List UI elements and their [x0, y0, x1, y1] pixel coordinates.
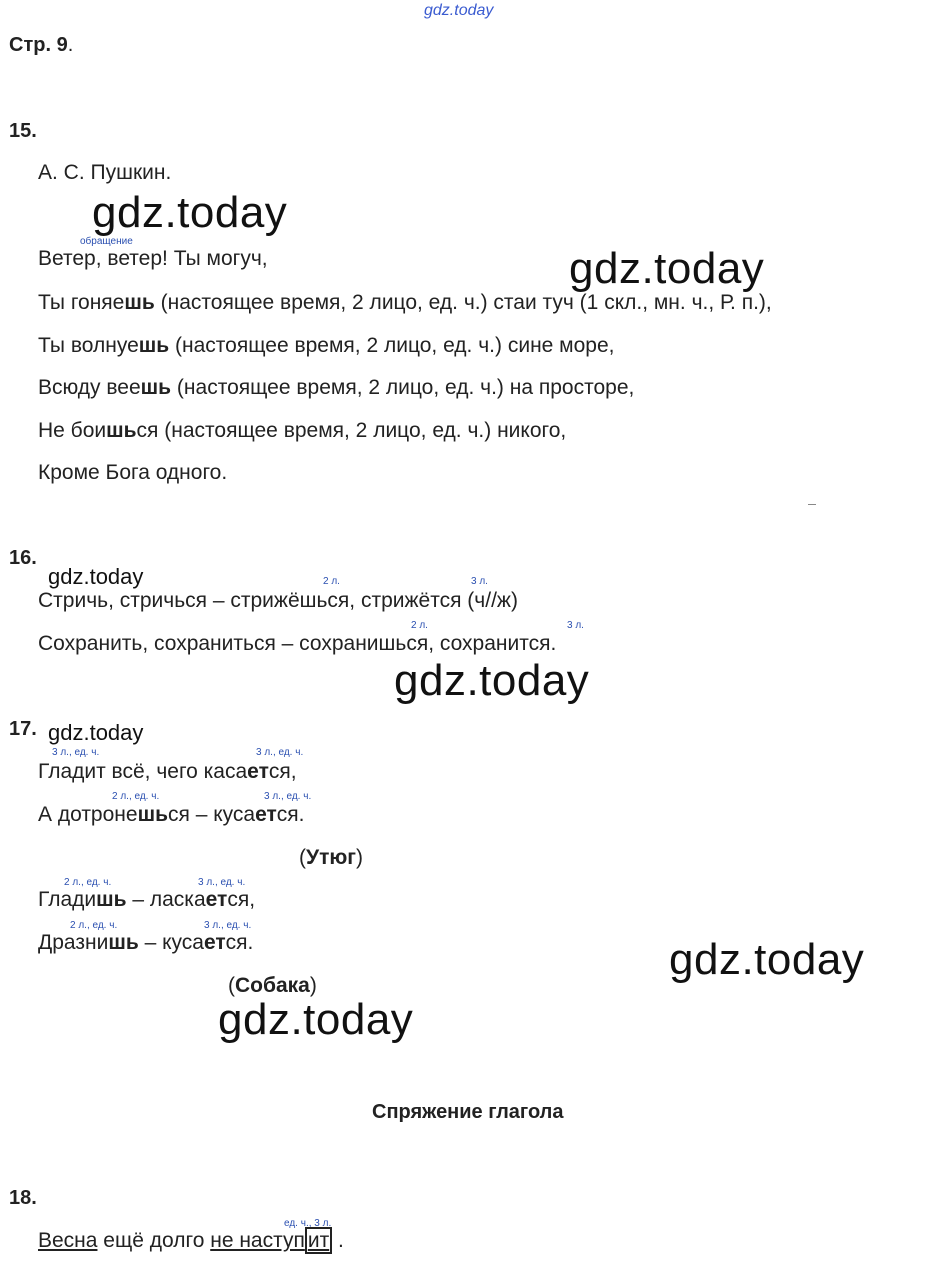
ex17-r2-line-1-mid: – ласка [126, 888, 206, 911]
ex16-sup-2l-b: 2 л. [411, 620, 428, 631]
ex15-line-4-post: (настоящее время, 2 лицо, ед. ч.) на просторе, [171, 376, 635, 399]
ex15-line-4 [38, 376, 634, 400]
ex15-line-4-ending: шь [140, 376, 172, 399]
exercise-15-number: 15. [9, 120, 37, 142]
page-label-tail: . [67, 34, 74, 56]
watermark-4: gdz.today [394, 656, 590, 705]
ex18-subject: Весна [38, 1229, 98, 1252]
ex15-line-2-ending: шь [124, 291, 155, 314]
ex18-predicate-ending: ит [305, 1227, 332, 1254]
ex18-sentence [38, 1229, 344, 1253]
exercise-15-author: А. С. Пушкин. [38, 161, 172, 184]
ex15-line-3 [38, 334, 614, 358]
ex17-r2-answer: (Собака) [228, 974, 317, 997]
ex17-r1-line-2-mid: ся – куса [168, 803, 256, 826]
ex15-line-1 [38, 247, 268, 271]
watermark-2: gdz.today [569, 244, 765, 293]
ex17-r2-sup-2: 3 л., ед. ч. [198, 877, 246, 888]
section-title: Спряжение глагола [372, 1101, 564, 1123]
stray-mark [808, 504, 816, 505]
ex17-r1-answer: (Утюг) [299, 846, 364, 869]
ex15-line-5 [38, 419, 566, 443]
ex17-r1-line-2 [38, 803, 305, 827]
ex17-r2-line-2-post: ся. [225, 931, 254, 954]
ex17-r1-line-2-pre: А дотроне [38, 803, 138, 826]
ex15-line-5-ending: шь [106, 419, 137, 442]
ex18-predicate [210, 1227, 332, 1254]
exercise-17-number: 17. [9, 718, 37, 740]
ex16-line-2: Сохранить, сохраниться – сохранишься, сохранится. [38, 632, 557, 655]
ex17-r2-line-1-pre: Глади [38, 888, 97, 911]
top-watermark: gdz.today [424, 2, 494, 19]
ex17-r1-line-2-ending-2: ет [255, 803, 277, 826]
watermark-6: gdz.today [669, 935, 865, 984]
ex15-line-1-text: Ветер, ветер! Ты могуч, [38, 247, 268, 270]
page-label [9, 34, 73, 57]
ex15-line-6 [38, 461, 227, 485]
ex18-end: . [332, 1229, 344, 1252]
ex15-line-2-post: (настоящее время, 2 лицо, ед. ч.) стаи туч (1 скл., мн. ч., Р. п.), [154, 291, 772, 314]
ex15-line-2-pre: Ты гоняе [38, 291, 125, 314]
ex17-r2-line-1-ending-2: ет [205, 888, 228, 911]
ex15-line-3-post: (настоящее время, 2 лицо, ед. ч.) сине море, [169, 334, 615, 357]
ex18-predicate-stem: не наступ [210, 1229, 305, 1252]
ex15-line-3-ending: шь [138, 334, 170, 357]
ex17-r2-line-2-ending-1: шь [108, 931, 139, 954]
ex15-line-5-pre: Не бои [38, 419, 107, 442]
ex17-r2-line-2-pre: Дразни [38, 931, 109, 954]
ex17-r1-line-1-post: ся, [268, 760, 297, 783]
ex18-sup: ед. ч., 3 л. [284, 1218, 332, 1229]
ex16-sup-3l-a: 3 л. [471, 576, 488, 587]
ex17-r2-line-1 [38, 888, 255, 912]
ex17-r1-line-2-ending-1: шь [137, 803, 168, 826]
ex17-r1-sup-1: 3 л., ед. ч. [52, 747, 100, 758]
ex17-r2-line-2 [38, 931, 253, 955]
ex17-r1-line-2-post: ся. [276, 803, 305, 826]
ex15-line-6-text: Кроме Бога одного. [38, 461, 228, 484]
ex17-r1-sup-3: 2 л., ед. ч. [112, 791, 160, 802]
ex15-line-2 [38, 291, 772, 315]
ex18-middle: ещё долго [97, 1229, 211, 1252]
watermark-1: gdz.today [92, 188, 288, 237]
watermark-5: gdz.today [48, 720, 144, 745]
ex17-r2-sup-4: 3 л., ед. ч. [204, 920, 252, 931]
page-label-bold: Стр. 9 [9, 34, 68, 56]
ex15-line-4-pre: Всюду вее [38, 376, 141, 399]
ex17-r2-line-1-post: ся, [227, 888, 256, 911]
ex16-line-1: Стричь, стричься – стрижёшься, стрижётся (ч//ж) [38, 589, 518, 612]
ex17-r2-sup-3: 2 л., ед. ч. [70, 920, 118, 931]
watermark-7: gdz.today [218, 995, 414, 1044]
ex16-sup-2l-a: 2 л. [323, 576, 340, 587]
ex16-sup-3l-b: 3 л. [567, 620, 584, 631]
ex17-r2-line-2-ending-2: ет [203, 931, 226, 954]
annotation-address: обращение [80, 236, 133, 247]
ex17-r1-line-1 [38, 760, 297, 784]
watermark-3: gdz.today [48, 564, 144, 589]
ex17-r1-line-1-ending: ет [247, 760, 269, 783]
ex17-r2-line-1-ending-1: шь [96, 888, 127, 911]
ex17-r1-line-1-pre: Гладит всё, чего каса [38, 760, 248, 783]
ex17-r1-sup-4: 3 л., ед. ч. [264, 791, 312, 802]
ex15-line-3-pre: Ты волнуе [38, 334, 139, 357]
ex17-r1-sup-2: 3 л., ед. ч. [256, 747, 304, 758]
ex17-r1-answer-word: Утюг [306, 846, 357, 869]
ex17-r2-sup-1: 2 л., ед. ч. [64, 877, 112, 888]
exercise-16-number: 16. [9, 547, 37, 569]
ex17-r2-line-2-mid: – куса [138, 931, 204, 954]
ex15-line-5-post: ся (настоящее время, 2 лицо, ед. ч.) никого, [136, 419, 567, 442]
ex17-r2-answer-word: Собака [235, 974, 310, 997]
exercise-18-number: 18. [9, 1187, 37, 1209]
